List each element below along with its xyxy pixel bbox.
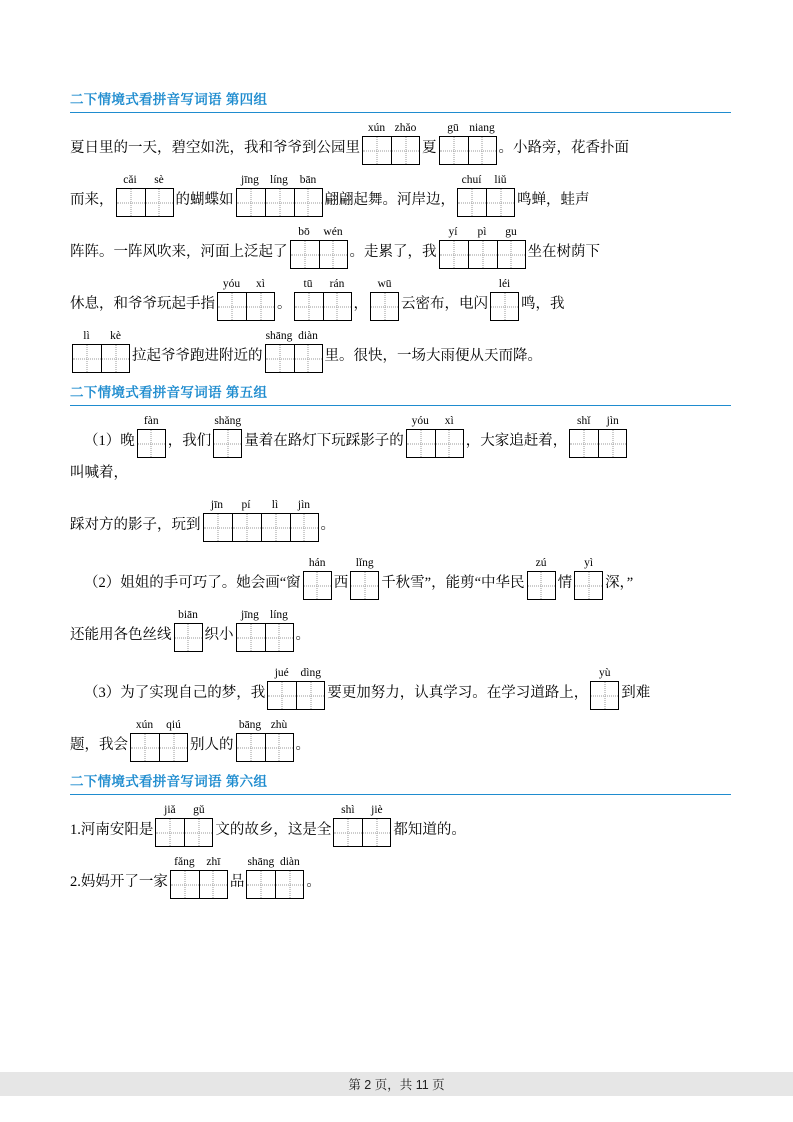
grid-cell[interactable] bbox=[265, 344, 294, 373]
pinyin-row bbox=[213, 414, 242, 429]
pinyin-syllable: zhī bbox=[206, 856, 221, 868]
pinyin-row bbox=[236, 608, 294, 623]
section-title-6: 二下情境式看拼音写词语 第六组 bbox=[70, 774, 268, 789]
grid-boxes[interactable] bbox=[170, 870, 228, 899]
pinyin-row bbox=[590, 666, 619, 681]
pinyin-row bbox=[116, 173, 174, 188]
pinyin-row bbox=[303, 556, 332, 571]
pinyin-syllable: liǔ bbox=[494, 174, 507, 186]
text-line bbox=[70, 803, 731, 847]
pinyin-row bbox=[203, 498, 319, 513]
grid-cell[interactable] bbox=[350, 571, 379, 600]
line-text: 阵阵。一阵风吹来，河面上泛起了 bbox=[70, 244, 288, 260]
pinyin-syllable: xún bbox=[367, 122, 386, 134]
pinyin-syllable: dìng bbox=[300, 667, 321, 679]
section-title-5: 二下情境式看拼音写词语 第五组 bbox=[70, 385, 268, 400]
pinyin-row bbox=[155, 803, 213, 818]
line-text: 品 bbox=[229, 874, 245, 890]
grid-boxes[interactable] bbox=[217, 292, 275, 321]
blank-han[interactable] bbox=[303, 556, 332, 600]
grid-cell[interactable] bbox=[362, 818, 391, 847]
grid-boxes[interactable] bbox=[236, 733, 294, 762]
pinyin-syllable: zhǎo bbox=[394, 122, 417, 134]
grid-boxes[interactable] bbox=[137, 429, 166, 458]
pinyin-syllable: pí bbox=[241, 499, 251, 511]
grid-boxes[interactable] bbox=[527, 571, 556, 600]
pinyin-syllable: yù bbox=[599, 667, 611, 679]
section-title-4: 二下情境式看拼音写词语 第四组 bbox=[70, 92, 268, 107]
pinyin-row bbox=[130, 718, 188, 733]
line-text: 而来， bbox=[70, 192, 114, 208]
line-text: 。 bbox=[320, 517, 335, 533]
pinyin-syllable: fǎng bbox=[174, 856, 195, 868]
pinyin-syllable: yì bbox=[584, 557, 594, 569]
blank-turan[interactable] bbox=[294, 277, 352, 321]
pinyin-row bbox=[457, 173, 515, 188]
pinyin-syllable: jiǎ bbox=[164, 804, 176, 816]
pinyin-syllable: lì bbox=[271, 499, 279, 511]
line-text: 还能用各色丝线 bbox=[70, 627, 172, 643]
grid-cell[interactable] bbox=[130, 733, 159, 762]
text-line bbox=[70, 277, 731, 321]
text-line bbox=[70, 414, 731, 458]
grid-boxes[interactable] bbox=[203, 513, 319, 542]
grid-cell[interactable] bbox=[294, 292, 323, 321]
pinyin-syllable: jìn bbox=[606, 415, 619, 427]
line-text: 坐在树荫下 bbox=[527, 244, 600, 260]
grid-boxes[interactable] bbox=[155, 818, 213, 847]
pinyin-syllable: bāng bbox=[238, 719, 262, 731]
grid-cell[interactable] bbox=[170, 870, 199, 899]
line-text: ，大家追赶着， bbox=[465, 433, 568, 449]
line-text: 夏日里的一天，碧空如洗，我和爷爷到公园里 bbox=[70, 140, 360, 156]
blank-shangdian[interactable] bbox=[265, 329, 323, 373]
pinyin-syllable: yí bbox=[448, 226, 458, 238]
grid-boxes[interactable] bbox=[569, 429, 627, 458]
grid-boxes[interactable] bbox=[370, 292, 399, 321]
grid-cell[interactable] bbox=[490, 292, 519, 321]
blank-shijin[interactable] bbox=[569, 414, 627, 458]
section-group-5 bbox=[70, 381, 731, 762]
pinyin-row bbox=[370, 277, 399, 292]
blank-yi[interactable] bbox=[574, 556, 603, 600]
blank-like[interactable] bbox=[72, 329, 130, 373]
grid-cell[interactable] bbox=[439, 136, 468, 165]
grid-cell[interactable] bbox=[265, 733, 294, 762]
text-line bbox=[70, 498, 731, 542]
pinyin-syllable: xún bbox=[135, 719, 154, 731]
line-text: 要更加努力，认真学习。在学习道路上， bbox=[327, 685, 589, 701]
grid-cell[interactable] bbox=[457, 188, 486, 217]
line-text: 休息，和爷爷玩起手指 bbox=[70, 296, 215, 312]
pinyin-row bbox=[236, 173, 323, 188]
pinyin-syllable: qiú bbox=[166, 719, 181, 731]
blank-yipigu[interactable] bbox=[439, 225, 526, 269]
pinyin-syllable: pì bbox=[477, 226, 487, 238]
pinyin-syllable: shǎng bbox=[214, 415, 242, 427]
text-line bbox=[70, 666, 731, 710]
line-text: 量着在路灯下玩踩影子的 bbox=[244, 433, 404, 449]
grid-cell[interactable] bbox=[236, 188, 265, 217]
grid-boxes[interactable] bbox=[457, 188, 515, 217]
grid-cell[interactable] bbox=[213, 429, 242, 458]
line-text: 都知道的。 bbox=[393, 822, 466, 838]
grid-boxes[interactable] bbox=[590, 681, 619, 710]
text-line bbox=[70, 225, 731, 269]
grid-boxes[interactable] bbox=[303, 571, 332, 600]
pinyin-row bbox=[362, 121, 420, 136]
pinyin-syllable: xì bbox=[256, 278, 265, 290]
blank-wu[interactable] bbox=[370, 277, 399, 321]
grid-cell[interactable] bbox=[468, 240, 497, 269]
grid-cell[interactable] bbox=[265, 188, 294, 217]
grid-boxes[interactable] bbox=[267, 681, 325, 710]
grid-boxes[interactable] bbox=[236, 623, 294, 652]
line-text: 鸣，我 bbox=[521, 296, 565, 312]
pinyin-syllable: shāng bbox=[265, 330, 293, 342]
grid-cell[interactable] bbox=[294, 188, 323, 217]
blank-lei[interactable] bbox=[490, 277, 519, 321]
text-line bbox=[70, 121, 731, 165]
pinyin-syllable: jīng bbox=[241, 609, 259, 621]
pinyin-syllable: rán bbox=[329, 278, 345, 290]
text-line bbox=[70, 556, 731, 600]
grid-cell[interactable] bbox=[574, 571, 603, 600]
grid-boxes[interactable] bbox=[294, 292, 352, 321]
grid-cell[interactable] bbox=[391, 136, 420, 165]
pinyin-syllable: gū bbox=[447, 122, 459, 134]
line-text: ， bbox=[353, 296, 368, 312]
blank-youxi[interactable] bbox=[217, 277, 275, 321]
pinyin-syllable: wén bbox=[323, 226, 343, 238]
page-footer bbox=[0, 1072, 793, 1096]
pinyin-row bbox=[267, 666, 325, 681]
grid-cell[interactable] bbox=[569, 429, 598, 458]
grid-cell[interactable] bbox=[294, 344, 323, 373]
line-text: ，我们 bbox=[167, 433, 212, 449]
line-text: 。 bbox=[295, 737, 310, 753]
grid-cell[interactable] bbox=[155, 818, 184, 847]
pinyin-syllable: gǔ bbox=[193, 804, 205, 816]
grid-cell[interactable] bbox=[236, 623, 265, 652]
pinyin-syllable: xì bbox=[444, 415, 454, 427]
line-text: 西 bbox=[333, 575, 349, 591]
blank-fangzhi[interactable] bbox=[170, 855, 228, 899]
grid-cell[interactable] bbox=[333, 818, 362, 847]
pinyin-row bbox=[265, 329, 323, 344]
grid-cell[interactable] bbox=[116, 188, 145, 217]
line-text: 。小路旁，花香扑面 bbox=[498, 140, 629, 156]
text-line bbox=[70, 329, 731, 373]
grid-cell[interactable] bbox=[290, 240, 319, 269]
blank-youxi-2[interactable] bbox=[406, 414, 464, 458]
pinyin-row bbox=[137, 414, 166, 429]
blank-fan[interactable] bbox=[137, 414, 166, 458]
pinyin-row bbox=[439, 121, 497, 136]
grid-boxes[interactable] bbox=[350, 571, 379, 600]
grid-cell[interactable] bbox=[72, 344, 101, 373]
pinyin-syllable: jué bbox=[274, 667, 289, 679]
grid-cell[interactable] bbox=[598, 429, 627, 458]
pinyin-row bbox=[439, 225, 526, 240]
pinyin-syllable: diàn bbox=[298, 330, 318, 342]
grid-boxes[interactable] bbox=[439, 240, 526, 269]
pinyin-row bbox=[527, 556, 556, 571]
grid-cell[interactable] bbox=[217, 292, 246, 321]
line-text: 织小 bbox=[204, 627, 234, 643]
grid-cell[interactable] bbox=[199, 870, 228, 899]
grid-boxes[interactable] bbox=[362, 136, 420, 165]
pinyin-row bbox=[246, 855, 304, 870]
blank-jiagu[interactable] bbox=[155, 803, 213, 847]
grid-cell[interactable] bbox=[370, 292, 399, 321]
line-text: 云密布，电闪 bbox=[401, 296, 488, 312]
pinyin-syllable: bō bbox=[298, 226, 310, 238]
grid-cell[interactable] bbox=[468, 136, 497, 165]
grid-boxes[interactable] bbox=[236, 188, 323, 217]
section-divider-6 bbox=[70, 794, 731, 795]
line-text: 拉起爷爷跑进附近的 bbox=[132, 348, 263, 364]
grid-cell[interactable] bbox=[527, 571, 556, 600]
line-text: 2.妈妈开了一家 bbox=[70, 874, 168, 890]
grid-boxes[interactable] bbox=[290, 240, 348, 269]
grid-cell[interactable] bbox=[232, 513, 261, 542]
pinyin-syllable: fàn bbox=[143, 415, 159, 427]
pinyin-syllable: yóu bbox=[411, 415, 429, 427]
blank-guniang[interactable] bbox=[439, 121, 497, 165]
pinyin-syllable: yóu bbox=[222, 278, 241, 290]
pinyin-syllable: cǎi bbox=[123, 174, 137, 186]
pinyin-syllable: gu bbox=[505, 226, 517, 238]
line-text: （1）晚 bbox=[84, 433, 135, 449]
blank-caise[interactable] bbox=[116, 173, 174, 217]
grid-cell[interactable] bbox=[101, 344, 130, 373]
grid-cell[interactable] bbox=[406, 429, 435, 458]
line-text: 文的故乡，这是全 bbox=[215, 822, 332, 838]
pinyin-syllable: jiè bbox=[371, 804, 383, 816]
pinyin-row bbox=[174, 608, 203, 623]
grid-boxes[interactable] bbox=[246, 870, 304, 899]
pinyin-row bbox=[350, 556, 379, 571]
pinyin-syllable: lǐng bbox=[355, 557, 374, 569]
grid-boxes[interactable] bbox=[116, 188, 174, 217]
blank-jinglingban[interactable] bbox=[236, 173, 323, 217]
grid-cell[interactable] bbox=[497, 240, 526, 269]
grid-boxes[interactable] bbox=[213, 429, 242, 458]
grid-cell[interactable] bbox=[296, 681, 325, 710]
pinyin-syllable: wū bbox=[377, 278, 392, 290]
grid-cell[interactable] bbox=[267, 681, 296, 710]
grid-cell[interactable] bbox=[362, 136, 391, 165]
line-text: （3）为了实现自己的梦，我 bbox=[84, 685, 266, 701]
blank-jinpilijin[interactable] bbox=[203, 498, 319, 542]
pinyin-syllable: tū bbox=[303, 278, 313, 290]
line-text: 。走累了，我 bbox=[349, 244, 437, 260]
blank-ling[interactable] bbox=[350, 556, 379, 600]
line-text: 。 bbox=[306, 874, 321, 890]
grid-cell[interactable] bbox=[246, 870, 275, 899]
grid-boxes[interactable] bbox=[439, 136, 497, 165]
grid-cell[interactable] bbox=[261, 513, 290, 542]
line-text: 别人的 bbox=[190, 737, 234, 753]
grid-boxes[interactable] bbox=[406, 429, 464, 458]
grid-cell[interactable] bbox=[275, 870, 304, 899]
blank-jueding[interactable] bbox=[267, 666, 325, 710]
pinyin-syllable: lì bbox=[83, 330, 90, 342]
grid-cell[interactable] bbox=[137, 429, 166, 458]
pinyin-row bbox=[569, 414, 627, 429]
line-text: 。 bbox=[277, 296, 292, 312]
blank-xunzhao[interactable] bbox=[362, 121, 420, 165]
line-text: 到难 bbox=[621, 685, 651, 701]
grid-cell[interactable] bbox=[174, 623, 203, 652]
pinyin-syllable: bān bbox=[299, 174, 317, 186]
pinyin-syllable: shāng bbox=[247, 856, 275, 868]
grid-cell[interactable] bbox=[203, 513, 232, 542]
line-text: 深，” bbox=[605, 575, 634, 591]
grid-cell[interactable] bbox=[590, 681, 619, 710]
grid-cell[interactable] bbox=[265, 623, 294, 652]
line-text: 叫喊着， bbox=[70, 465, 128, 481]
pinyin-syllable: niang bbox=[469, 122, 495, 134]
grid-cell[interactable] bbox=[435, 429, 464, 458]
pinyin-syllable: jīn bbox=[210, 499, 224, 511]
pinyin-syllable: hán bbox=[308, 557, 326, 569]
line-text: 的蝴蝶如 bbox=[175, 192, 234, 208]
pinyin-row bbox=[333, 803, 391, 818]
pinyin-syllable: kè bbox=[110, 330, 121, 342]
pinyin-syllable: diàn bbox=[279, 856, 300, 868]
pinyin-syllable: jīng bbox=[241, 174, 259, 186]
line-text: 踩对方的影子，玩到 bbox=[70, 517, 201, 533]
blank-shijie[interactable] bbox=[333, 803, 391, 847]
pinyin-syllable: líng bbox=[270, 174, 288, 186]
pinyin-row bbox=[217, 277, 275, 292]
grid-boxes[interactable] bbox=[130, 733, 188, 762]
pinyin-syllable: léi bbox=[498, 278, 511, 290]
section-divider-4 bbox=[70, 112, 731, 113]
line-text: 千秋雪”，能剪“中华民 bbox=[381, 575, 525, 591]
page-number: 第 2 页，共 11 页 bbox=[0, 1072, 793, 1096]
line-text: 。 bbox=[295, 627, 310, 643]
blank-bangzhu[interactable] bbox=[236, 718, 294, 762]
line-text: 翩翩起舞。河岸边， bbox=[324, 192, 455, 208]
pinyin-syllable: shǐ bbox=[577, 415, 591, 427]
line-text: 题，我会 bbox=[70, 737, 128, 753]
text-line bbox=[70, 855, 731, 899]
grid-cell[interactable] bbox=[439, 240, 468, 269]
grid-boxes[interactable] bbox=[72, 344, 130, 373]
blank-shangdian-2[interactable] bbox=[246, 855, 304, 899]
grid-cell[interactable] bbox=[319, 240, 348, 269]
text-line bbox=[70, 173, 731, 217]
blank-xunqiu[interactable] bbox=[130, 718, 188, 762]
grid-cell[interactable] bbox=[159, 733, 188, 762]
pinyin-syllable: shì bbox=[341, 804, 355, 816]
grid-cell[interactable] bbox=[323, 292, 352, 321]
blank-chuiliu[interactable] bbox=[457, 173, 515, 217]
grid-cell[interactable] bbox=[184, 818, 213, 847]
pinyin-row bbox=[290, 225, 348, 240]
line-text: 1.河南安阳是 bbox=[70, 822, 154, 838]
grid-cell[interactable] bbox=[303, 571, 332, 600]
section-group-4 bbox=[70, 88, 731, 373]
line-text: 鸣蝉，蛙声 bbox=[517, 192, 590, 208]
blank-shang[interactable] bbox=[213, 414, 242, 458]
pinyin-syllable: biān bbox=[178, 609, 198, 621]
line-text: 里。很快，一场大雨便从天而降。 bbox=[324, 348, 542, 364]
grid-boxes[interactable] bbox=[574, 571, 603, 600]
pinyin-syllable: jìn bbox=[297, 499, 311, 511]
text-line bbox=[70, 718, 731, 762]
grid-boxes[interactable] bbox=[174, 623, 203, 652]
pinyin-row bbox=[574, 556, 603, 571]
pinyin-row bbox=[72, 329, 130, 344]
blank-bian[interactable] bbox=[174, 608, 203, 652]
line-text: 情 bbox=[557, 575, 573, 591]
grid-cell[interactable] bbox=[236, 733, 265, 762]
pinyin-syllable: sè bbox=[154, 174, 164, 186]
grid-cell[interactable] bbox=[246, 292, 275, 321]
pinyin-row bbox=[236, 718, 294, 733]
pinyin-syllable: zhù bbox=[270, 719, 288, 731]
grid-boxes[interactable] bbox=[265, 344, 323, 373]
blank-bowen[interactable] bbox=[290, 225, 348, 269]
pinyin-row bbox=[406, 414, 464, 429]
blank-jingling[interactable] bbox=[236, 608, 294, 652]
pinyin-syllable: zú bbox=[535, 557, 547, 569]
grid-boxes[interactable] bbox=[333, 818, 391, 847]
grid-cell[interactable] bbox=[290, 513, 319, 542]
pinyin-syllable: líng bbox=[270, 609, 288, 621]
grid-cell[interactable] bbox=[145, 188, 174, 217]
blank-zu[interactable] bbox=[527, 556, 556, 600]
line-text: （2）姐姐的手可巧了。她会画“窗 bbox=[84, 575, 301, 591]
text-line bbox=[70, 458, 731, 490]
line-text: 夏 bbox=[422, 140, 437, 156]
pinyin-row bbox=[294, 277, 352, 292]
grid-boxes[interactable] bbox=[490, 292, 519, 321]
blank-yu[interactable] bbox=[590, 666, 619, 710]
pinyin-row bbox=[490, 277, 519, 292]
grid-cell[interactable] bbox=[486, 188, 515, 217]
text-line bbox=[70, 608, 731, 652]
section-group-6 bbox=[70, 770, 731, 899]
pinyin-syllable: chuí bbox=[461, 174, 482, 186]
pinyin-row bbox=[170, 855, 228, 870]
section-divider-5 bbox=[70, 405, 731, 406]
